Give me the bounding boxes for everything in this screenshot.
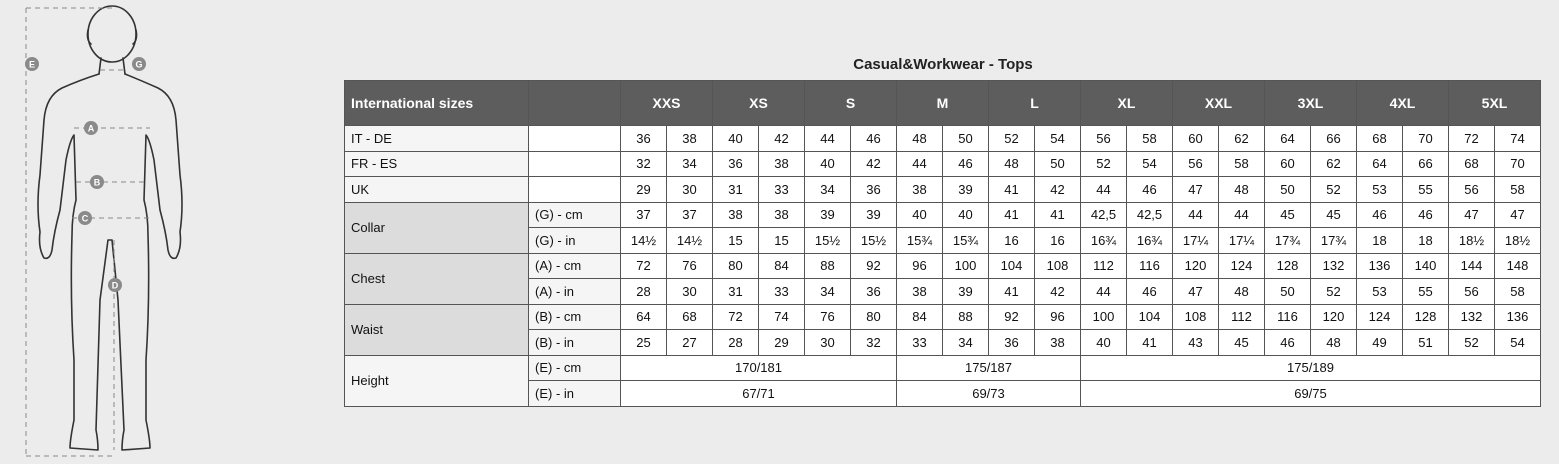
value-cell: 54: [1127, 151, 1173, 177]
value-cell: 48: [897, 126, 943, 152]
value-cell: 84: [759, 253, 805, 279]
value-cell: 128: [1265, 253, 1311, 279]
marker-d: [108, 278, 122, 292]
value-cell: 14½: [667, 228, 713, 254]
value-cell: 39: [943, 279, 989, 305]
header-row: [345, 81, 1541, 126]
unit-label: (G) - cm: [529, 202, 621, 228]
value-cell: 96: [897, 253, 943, 279]
value-cell: 15: [759, 228, 805, 254]
unit-label: (B) - in: [529, 330, 621, 356]
value-cell: 16: [989, 228, 1035, 254]
table-row: [345, 355, 1541, 381]
value-cell: 124: [1357, 304, 1403, 330]
value-cell: 46: [1127, 177, 1173, 203]
value-cell: 88: [943, 304, 989, 330]
row-label: UK: [345, 177, 529, 203]
unit-label: (G) - in: [529, 228, 621, 254]
value-cell: 31: [713, 279, 759, 305]
value-cell: 40: [897, 202, 943, 228]
value-cell: 48: [1219, 279, 1265, 305]
value-cell: 18½: [1495, 228, 1541, 254]
value-cell: 17¾: [1311, 228, 1357, 254]
value-cell: 72: [713, 304, 759, 330]
value-cell: 48: [989, 151, 1035, 177]
value-cell: 50: [1035, 151, 1081, 177]
value-cell: 60: [1265, 151, 1311, 177]
value-cell: 39: [943, 177, 989, 203]
value-cell: 17¼: [1173, 228, 1219, 254]
value-cell: 100: [943, 253, 989, 279]
table-row: [345, 202, 1541, 228]
svg-text:E: E: [28, 59, 36, 70]
size-header-3xl: 3XL: [1265, 81, 1357, 126]
value-cell: 104: [1127, 304, 1173, 330]
value-cell: 45: [1311, 202, 1357, 228]
value-cell: 56: [1449, 177, 1495, 203]
value-cell: 46: [1127, 279, 1173, 305]
value-cell: 47: [1495, 202, 1541, 228]
value-cell: 40: [943, 202, 989, 228]
unit-label: (A) - cm: [529, 253, 621, 279]
value-cell: 34: [805, 279, 851, 305]
value-cell: 74: [1495, 126, 1541, 152]
value-cell: 44: [1173, 202, 1219, 228]
svg-text:D: D: [111, 280, 119, 291]
value-cell: 38: [713, 202, 759, 228]
value-cell: 30: [667, 279, 713, 305]
value-cell: 140: [1403, 253, 1449, 279]
international-sizes-header: International sizes: [345, 81, 529, 126]
value-cell: 36: [851, 279, 897, 305]
value-cell: 116: [1265, 304, 1311, 330]
value-cell: 175/187: [897, 355, 1081, 381]
svg-text:C: C: [81, 213, 89, 224]
group-label: Chest: [345, 253, 529, 304]
value-cell: 41: [1127, 330, 1173, 356]
value-cell: 45: [1265, 202, 1311, 228]
unit-cell: [529, 151, 621, 177]
value-cell: 52: [1081, 151, 1127, 177]
value-cell: 54: [1035, 126, 1081, 152]
value-cell: 25: [621, 330, 667, 356]
value-cell: 64: [1357, 151, 1403, 177]
value-cell: 37: [667, 202, 713, 228]
svg-text:B: B: [93, 177, 101, 188]
value-cell: 32: [621, 151, 667, 177]
value-cell: 30: [805, 330, 851, 356]
value-cell: 64: [621, 304, 667, 330]
size-header-5xl: 5XL: [1449, 81, 1541, 126]
value-cell: 16: [1035, 228, 1081, 254]
value-cell: 56: [1173, 151, 1219, 177]
row-label: IT - DE: [345, 126, 529, 152]
svg-text:G: G: [135, 59, 143, 70]
value-cell: 32: [851, 330, 897, 356]
size-chart-table: [344, 80, 1541, 407]
value-cell: 44: [897, 151, 943, 177]
unit-label: (E) - cm: [529, 355, 621, 381]
value-cell: 38: [667, 126, 713, 152]
value-cell: 53: [1357, 279, 1403, 305]
size-header-xxl: XXL: [1173, 81, 1265, 126]
value-cell: 120: [1173, 253, 1219, 279]
size-header-4xl: 4XL: [1357, 81, 1449, 126]
value-cell: 30: [667, 177, 713, 203]
value-cell: 112: [1219, 304, 1265, 330]
value-cell: 44: [1219, 202, 1265, 228]
value-cell: 92: [989, 304, 1035, 330]
value-cell: 43: [1173, 330, 1219, 356]
value-cell: 46: [943, 151, 989, 177]
value-cell: 15: [713, 228, 759, 254]
value-cell: 69/73: [897, 381, 1081, 407]
value-cell: 36: [621, 126, 667, 152]
value-cell: 34: [805, 177, 851, 203]
value-cell: 36: [713, 151, 759, 177]
value-cell: 17¾: [1265, 228, 1311, 254]
group-label: Collar: [345, 202, 529, 253]
value-cell: 67/71: [621, 381, 897, 407]
value-cell: 42: [1035, 177, 1081, 203]
value-cell: 38: [759, 151, 805, 177]
value-cell: 56: [1449, 279, 1495, 305]
value-cell: 33: [759, 177, 805, 203]
unit-label: (B) - cm: [529, 304, 621, 330]
value-cell: 68: [1357, 126, 1403, 152]
value-cell: 44: [1081, 177, 1127, 203]
value-cell: 136: [1495, 304, 1541, 330]
value-cell: 17¼: [1219, 228, 1265, 254]
value-cell: 42: [759, 126, 805, 152]
value-cell: 49: [1357, 330, 1403, 356]
value-cell: 80: [713, 253, 759, 279]
value-cell: 96: [1035, 304, 1081, 330]
table-row: [345, 126, 1541, 152]
value-cell: 47: [1173, 177, 1219, 203]
value-cell: 28: [621, 279, 667, 305]
group-label: Waist: [345, 304, 529, 355]
value-cell: 46: [1265, 330, 1311, 356]
value-cell: 104: [989, 253, 1035, 279]
value-cell: 48: [1219, 177, 1265, 203]
value-cell: 15¾: [897, 228, 943, 254]
value-cell: 72: [621, 253, 667, 279]
value-cell: 66: [1311, 126, 1357, 152]
value-cell: 100: [1081, 304, 1127, 330]
value-cell: 66: [1403, 151, 1449, 177]
value-cell: 69/75: [1081, 381, 1541, 407]
value-cell: 51: [1403, 330, 1449, 356]
value-cell: 28: [713, 330, 759, 356]
value-cell: 14½: [621, 228, 667, 254]
size-header-xl: XL: [1081, 81, 1173, 126]
value-cell: 39: [851, 202, 897, 228]
table-row: [345, 177, 1541, 203]
unit-cell: [529, 177, 621, 203]
value-cell: 56: [1081, 126, 1127, 152]
value-cell: 58: [1495, 279, 1541, 305]
value-cell: 50: [1265, 177, 1311, 203]
value-cell: 38: [897, 177, 943, 203]
value-cell: 116: [1127, 253, 1173, 279]
size-header-s: S: [805, 81, 897, 126]
value-cell: 47: [1449, 202, 1495, 228]
value-cell: 74: [759, 304, 805, 330]
value-cell: 18: [1403, 228, 1449, 254]
value-cell: 40: [805, 151, 851, 177]
value-cell: 52: [989, 126, 1035, 152]
unit-label: (A) - in: [529, 279, 621, 305]
value-cell: 41: [989, 177, 1035, 203]
unit-cell: [529, 126, 621, 152]
value-cell: 38: [1035, 330, 1081, 356]
value-cell: 76: [805, 304, 851, 330]
value-cell: 40: [1081, 330, 1127, 356]
value-cell: 62: [1219, 126, 1265, 152]
value-cell: 108: [1035, 253, 1081, 279]
value-cell: 170/181: [621, 355, 897, 381]
value-cell: 80: [851, 304, 897, 330]
value-cell: 18½: [1449, 228, 1495, 254]
value-cell: 42,5: [1127, 202, 1173, 228]
value-cell: 64: [1265, 126, 1311, 152]
value-cell: 36: [989, 330, 1035, 356]
marker-a: [84, 121, 98, 135]
table-title: Casual&Workwear - Tops: [853, 56, 1033, 73]
value-cell: 29: [621, 177, 667, 203]
value-cell: 108: [1173, 304, 1219, 330]
value-cell: 124: [1219, 253, 1265, 279]
size-header-m: M: [897, 81, 989, 126]
value-cell: 53: [1357, 177, 1403, 203]
size-header-l: L: [989, 81, 1081, 126]
value-cell: 44: [805, 126, 851, 152]
value-cell: 41: [989, 279, 1035, 305]
row-label: FR - ES: [345, 151, 529, 177]
value-cell: 38: [759, 202, 805, 228]
value-cell: 39: [805, 202, 851, 228]
value-cell: 50: [1265, 279, 1311, 305]
value-cell: 120: [1311, 304, 1357, 330]
size-header-xs: XS: [713, 81, 805, 126]
value-cell: 60: [1173, 126, 1219, 152]
value-cell: 33: [897, 330, 943, 356]
size-header-xxs: XXS: [621, 81, 713, 126]
value-cell: 72: [1449, 126, 1495, 152]
value-cell: 42: [851, 151, 897, 177]
value-cell: 50: [943, 126, 989, 152]
value-cell: 76: [667, 253, 713, 279]
value-cell: 148: [1495, 253, 1541, 279]
table-row: [345, 151, 1541, 177]
value-cell: 41: [1035, 202, 1081, 228]
value-cell: 68: [667, 304, 713, 330]
value-cell: 175/189: [1081, 355, 1541, 381]
value-cell: 132: [1449, 304, 1495, 330]
unit-header: [529, 81, 621, 126]
marker-g: [132, 57, 146, 71]
value-cell: 55: [1403, 177, 1449, 203]
value-cell: 16¾: [1127, 228, 1173, 254]
value-cell: 41: [989, 202, 1035, 228]
group-label: Height: [345, 355, 529, 406]
value-cell: 70: [1495, 151, 1541, 177]
marker-e: [25, 57, 39, 71]
value-cell: 15½: [851, 228, 897, 254]
value-cell: 15¾: [943, 228, 989, 254]
value-cell: 44: [1081, 279, 1127, 305]
value-cell: 54: [1495, 330, 1541, 356]
value-cell: 48: [1311, 330, 1357, 356]
value-cell: 34: [667, 151, 713, 177]
value-cell: 29: [759, 330, 805, 356]
value-cell: 62: [1311, 151, 1357, 177]
value-cell: 46: [1357, 202, 1403, 228]
value-cell: 58: [1127, 126, 1173, 152]
value-cell: 52: [1311, 177, 1357, 203]
value-cell: 52: [1311, 279, 1357, 305]
value-cell: 46: [851, 126, 897, 152]
value-cell: 55: [1403, 279, 1449, 305]
value-cell: 88: [805, 253, 851, 279]
value-cell: 144: [1449, 253, 1495, 279]
value-cell: 16¾: [1081, 228, 1127, 254]
value-cell: 37: [621, 202, 667, 228]
value-cell: 38: [897, 279, 943, 305]
value-cell: 40: [713, 126, 759, 152]
value-cell: 68: [1449, 151, 1495, 177]
value-cell: 45: [1219, 330, 1265, 356]
value-cell: 46: [1403, 202, 1449, 228]
value-cell: 58: [1495, 177, 1541, 203]
value-cell: 33: [759, 279, 805, 305]
value-cell: 34: [943, 330, 989, 356]
value-cell: 52: [1449, 330, 1495, 356]
value-cell: 15½: [805, 228, 851, 254]
value-cell: 47: [1173, 279, 1219, 305]
body-measurement-figure: [0, 0, 200, 464]
value-cell: 136: [1357, 253, 1403, 279]
value-cell: 18: [1357, 228, 1403, 254]
marker-c: [78, 211, 92, 225]
table-row: [345, 253, 1541, 279]
value-cell: 132: [1311, 253, 1357, 279]
value-cell: 36: [851, 177, 897, 203]
value-cell: 112: [1081, 253, 1127, 279]
value-cell: 58: [1219, 151, 1265, 177]
unit-label: (E) - in: [529, 381, 621, 407]
value-cell: 42,5: [1081, 202, 1127, 228]
value-cell: 42: [1035, 279, 1081, 305]
value-cell: 31: [713, 177, 759, 203]
value-cell: 128: [1403, 304, 1449, 330]
value-cell: 27: [667, 330, 713, 356]
svg-text:A: A: [87, 123, 95, 134]
value-cell: 84: [897, 304, 943, 330]
marker-b: [90, 175, 104, 189]
value-cell: 70: [1403, 126, 1449, 152]
table-row: [345, 304, 1541, 330]
value-cell: 92: [851, 253, 897, 279]
